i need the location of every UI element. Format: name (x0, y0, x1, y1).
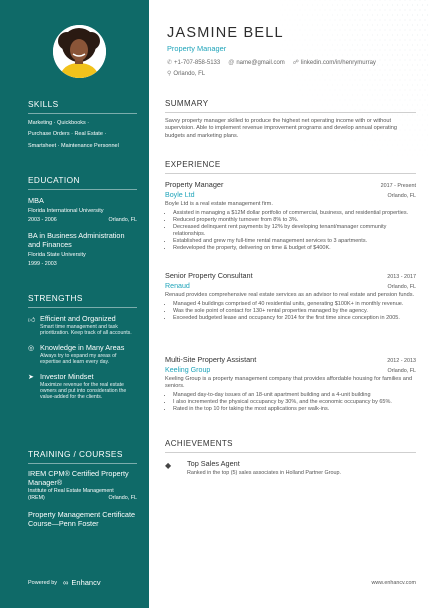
exp-bullet: • Rated in the top 10 for taking the most applications per walk-ins. (173, 406, 416, 413)
summary-text: Savvy property manager skilled to produce the highest net operating income with or without supervision. Able to implement revenue improvement programs and develop annual operating budgets and marketing plans. (165, 118, 397, 139)
location-pin-icon: ⚲ (167, 71, 172, 77)
strength-item (28, 372, 137, 401)
candidate-name: JASMINE BELL (167, 25, 284, 41)
skills-section (28, 99, 137, 152)
exp-bullet: • Was the sole point of contact for 130+ rental properties managed by the agency. (173, 308, 416, 315)
education-heading: EDUCATION (28, 175, 137, 190)
exp-bullet: • I also incremented the physical occupancy by 30%, and the economic occupancy by 65%. (173, 399, 416, 406)
training-title: Property Management Certificate Course—Penn Foster (28, 510, 136, 528)
achievement-desc: Ranked in the top (5) sales associates in Holland Partner Group. (187, 470, 342, 476)
exp-dates: 2012 - 2013 (387, 358, 416, 364)
exp-bullet: • Managed day-to-day issues of an 18-unit apartment building and a 4-unit building (173, 392, 416, 399)
enhancv-brand[interactable] (63, 578, 101, 587)
strength-desc: Always try to expand my areas of expertise and learn every day. (40, 352, 117, 366)
strength-title: Efficient and Organized (40, 314, 116, 323)
skills-heading: SKILLS (28, 99, 137, 114)
exp-company[interactable]: Boyle Ltd (165, 191, 195, 199)
strength-item (28, 343, 137, 366)
sidebar (0, 0, 149, 608)
profile-photo (53, 25, 106, 78)
achievements-heading: ACHIEVEMENTS (165, 439, 416, 453)
edu-dates: 2003 - 2006 (28, 217, 57, 223)
exp-location: Orlando, FL (387, 368, 416, 374)
enhancv-logo-icon: ∞ (63, 578, 69, 587)
exp-company[interactable]: Renaud (165, 282, 190, 290)
exp-bullet: • Established and grew my full-time rental management services to 3 apartments. (173, 238, 416, 245)
edu-school: Florida International University (28, 208, 104, 214)
experience-item (165, 180, 416, 251)
skill-line: Smartsheet · Maintenance Personnel (28, 142, 119, 149)
phone-item[interactable] (167, 59, 220, 66)
training-heading: TRAINING / COURSES (28, 449, 137, 464)
strengths-section (28, 293, 137, 401)
exp-role: Multi-Site Property Assistant (165, 355, 257, 364)
exp-bullet: • Managed 4 buildings comprised of 40 residential units, generating $100K+ in monthly revenue. (173, 301, 416, 308)
location-item (167, 70, 205, 77)
email-text: name@gmail.com (236, 59, 285, 66)
strength-desc: Smart time management and task prioritization. Keep track of all accounts. (40, 324, 132, 337)
training-item (28, 470, 137, 501)
skill-line: Purchase Orders · Real Estate · (28, 131, 107, 138)
strength-title: Investor Mindset (40, 371, 94, 381)
thumbs-up-icon: 👍︎ (28, 317, 36, 324)
edu-school: Florida State University (28, 252, 86, 258)
training-title: IREM CPM® Certified Property Manager® (28, 469, 129, 487)
exp-description: Boyle Ltd is a real estate management firm. (165, 201, 273, 207)
exp-description: Keeling Group is a property management company that provides affordable housing for families and seniors. (165, 376, 413, 389)
skill-line: Marketing · Quickbooks · (28, 120, 90, 126)
training-institution: Institute of Real Estate Management (IREM) (28, 488, 114, 501)
education-section (28, 175, 137, 267)
edu-degree: MBA (28, 196, 44, 205)
contact-row (167, 59, 376, 66)
linkedin-item[interactable] (293, 59, 376, 66)
exp-bullet: • Decreased delinquent rent payments by 12% by developing tenant/manager community relationships. (173, 224, 416, 238)
exp-bullet: • Assisted in managing a $12M dollar portfolio of commercial, business, and residential properties. (173, 210, 416, 217)
edu-degree: BA in Business Administration and Finances (28, 231, 125, 249)
powered-label: Powered by (28, 579, 58, 586)
rocket-icon: ➤ (28, 373, 34, 381)
exp-location: Orlando, FL (387, 284, 416, 290)
lightbulb-icon: ◎ (28, 344, 35, 352)
training-item (28, 511, 137, 528)
exp-bullets (165, 301, 416, 322)
strength-desc: Maximize revenue for the real estate owners and put into consideration the value-added for the clients. (40, 381, 127, 401)
diamond-icon: ◆ (165, 461, 172, 470)
exp-dates: 2013 - 2017 (387, 274, 416, 280)
exp-role: Senior Property Consultant (165, 271, 253, 280)
exp-location: Orlando, FL (387, 193, 416, 199)
phone-text: +1-707-858-5133 (174, 59, 221, 66)
summary-heading: SUMMARY (165, 99, 416, 113)
powered-by (28, 578, 101, 587)
location-text: Orlando, FL (173, 70, 206, 77)
education-item (28, 231, 137, 267)
strength-item (28, 314, 137, 337)
link-icon: ☍ (292, 60, 299, 66)
exp-role: Property Manager (165, 180, 224, 189)
brand-name: Enhancv (71, 578, 101, 587)
training-location: Orlando, FL (108, 495, 137, 501)
strengths-heading: STRENGTHS (28, 293, 137, 308)
experience-item (165, 271, 416, 322)
exp-bullets (165, 210, 416, 251)
achievement-title: Top Sales Agent (187, 459, 240, 468)
exp-company[interactable]: Keeling Group (165, 366, 211, 374)
email-item[interactable] (228, 59, 285, 66)
edu-location: Orlando, FL (108, 217, 137, 223)
footer-url[interactable]: www.enhancv.com (371, 580, 416, 586)
experience-item (165, 355, 416, 413)
edu-dates: 1999 - 2003 (28, 261, 57, 267)
exp-bullets (165, 392, 416, 413)
phone-icon: ✆ (167, 60, 173, 66)
exp-bullet: • Redeveloped the property, delivering on time & budget of $400K. (173, 245, 416, 252)
exp-bullet: • Reduced property monthly turnover from 8% to 3%. (173, 217, 416, 224)
exp-description: Renaud provides comprehensive real estate services as an advisor to real estate and pension funds. (165, 292, 415, 298)
achievement-item (165, 459, 416, 476)
education-item (28, 196, 137, 223)
location-row (167, 70, 205, 77)
main-content (149, 0, 430, 608)
linkedin-text: linkedin.com/in/henrymurray (300, 59, 376, 66)
training-section (28, 449, 137, 528)
exp-bullet: • Exceeded budgeted lease and occupancy for 2014 for the first time since conception in 2005. (173, 315, 416, 322)
experience-heading: EXPERIENCE (165, 160, 416, 174)
at-icon: @ (228, 59, 235, 66)
strength-title: Knowledge in Many Areas (40, 342, 125, 352)
candidate-title: Property Manager (167, 44, 227, 53)
exp-dates: 2017 - Present (380, 183, 416, 189)
